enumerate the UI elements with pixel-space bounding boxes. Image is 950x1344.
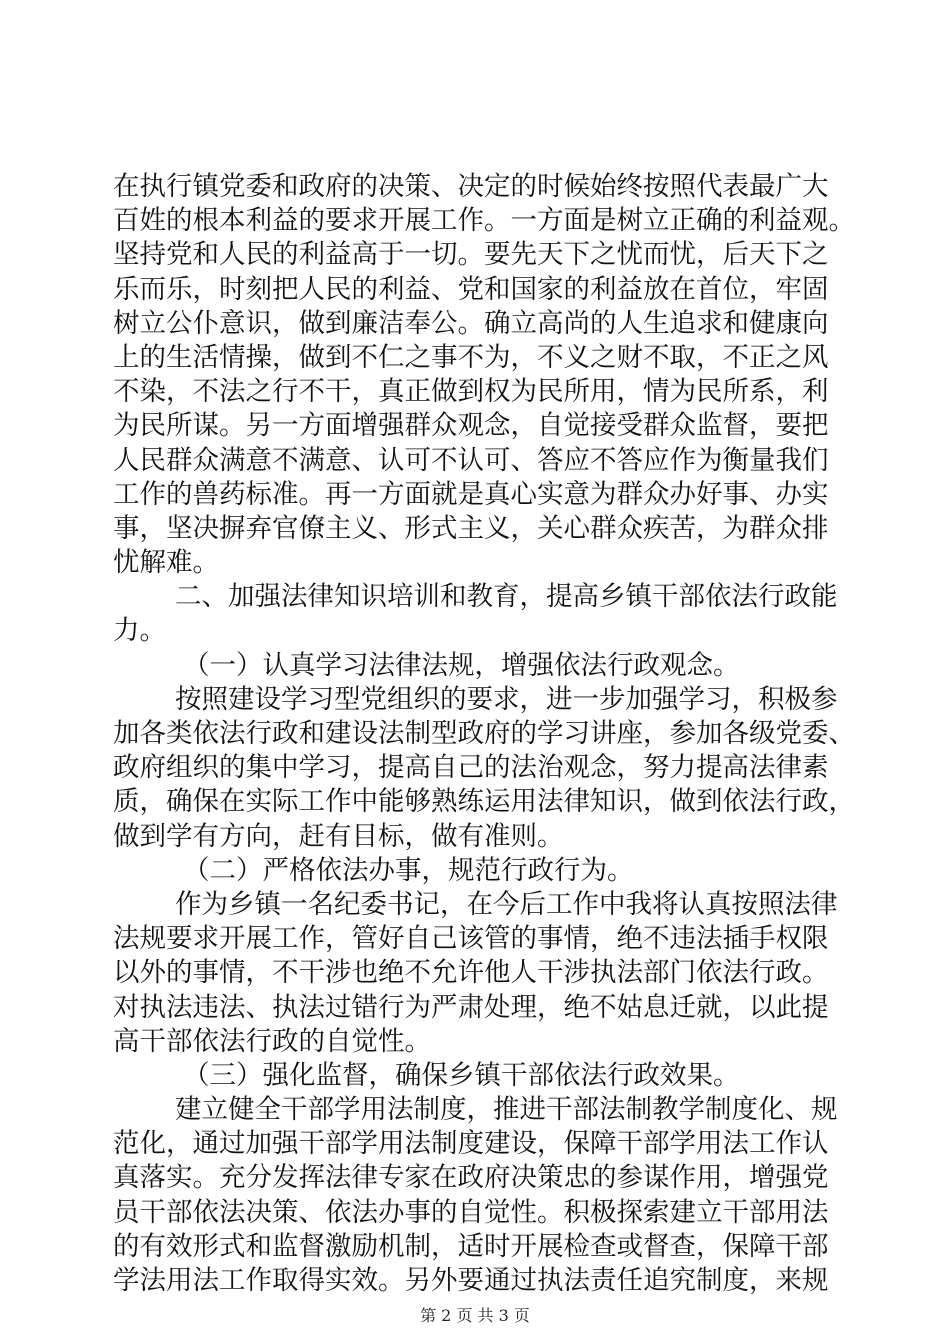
text-line: 质，确保在实际工作中能够熟练运用法律知识，做到依法行政， bbox=[113, 786, 855, 818]
subsection-heading: （三）强化监督，确保乡镇干部依法行政效果。 bbox=[183, 1059, 740, 1091]
page-number-footer: 第 2 页 共 3 页 bbox=[420, 1306, 530, 1325]
paragraph-start: 作为乡镇一名纪委书记，在今后工作中我将认真按照法律 bbox=[175, 888, 838, 920]
text-line: 员干部依法决策、依法办事的自觉性。积极探索建立干部用法 bbox=[113, 1196, 829, 1228]
text-line: 在执行镇党委和政府的决策、决定的时候始终按照代表最广大 bbox=[113, 171, 829, 202]
text-line: 对执法违法、执法过错行为严肃处理，绝不姑息迁就，以此提 bbox=[113, 991, 829, 1023]
text-line: 加各类依法行政和建设法制型政府的学习讲座，参加各级党委、 bbox=[113, 718, 855, 749]
text-line: 上的生活情操，做到不仁之事不为，不义之财不取，不正之风 bbox=[113, 341, 829, 373]
text-line: 人民群众满意不满意、认可不认可、答应不答应作为衡量我们 bbox=[113, 444, 829, 476]
paragraph-start: 按照建设学习型党组织的要求，进一步加强学习，积极参 bbox=[175, 683, 838, 715]
text-line: 的有效形式和监督激励机制，适时开展检查或督查，保障干部 bbox=[113, 1230, 829, 1262]
text-line: 不染，不法之行不干，真正做到权为民所用，情为民所系，利 bbox=[113, 376, 829, 408]
text-line: 政府组织的集中学习，提高自己的法治观念，努力提高法律素 bbox=[113, 752, 829, 784]
subsection-heading: （一）认真学习法律法规，增强依法行政观念。 bbox=[183, 649, 740, 681]
subsection-heading: （二）严格依法办事，规范行政行为。 bbox=[183, 854, 634, 886]
text-line: 乐而乐，时刻把人民的利益、党和国家的利益放在首位，牢固 bbox=[113, 273, 829, 305]
text-line: 高干部依法行政的自觉性。 bbox=[113, 1025, 431, 1057]
text-line: 真落实。充分发挥法律专家在政府决策忠的参谋作用，增强党 bbox=[113, 1162, 829, 1194]
text-line: 为民所谋。另一方面增强群众观念，自觉接受群众监督，要把 bbox=[113, 410, 829, 442]
text-line: 范化，通过加强干部学用法制度建设，保障干部学用法工作认 bbox=[113, 1128, 829, 1160]
text-line: 工作的兽药标准。再一方面就是真心实意为群众办好事、办实 bbox=[113, 478, 829, 510]
text-line: 做到学有方向，赶有目标，做有准则。 bbox=[113, 820, 564, 852]
paragraph-start: 建立健全干部学用法制度，推进干部法制教学制度化、规 bbox=[175, 1094, 838, 1126]
section-heading: 二、加强法律知识培训和教育，提高乡镇干部依法行政能 bbox=[175, 581, 838, 613]
document-body bbox=[113, 170, 855, 1298]
text-line: 事，坚决摒弃官僚主义、形式主义，关心群众疾苦，为群众排 bbox=[113, 512, 829, 544]
text-line: 力。 bbox=[113, 615, 166, 647]
text-line: 百姓的根本利益的要求开展工作。一方面是树立正确的利益观。 bbox=[113, 205, 855, 237]
text-line: 以外的事情，不干涉也绝不允许他人干涉执法部门依法行政。 bbox=[113, 957, 829, 989]
text-line: 学法用法工作取得实效。另外要通过执法责任追究制度，来规 bbox=[113, 1265, 829, 1296]
text-line: 忧解难。 bbox=[113, 547, 219, 579]
text-line: 坚持党和人民的利益高于一切。要先天下之忧而忧，后天下之 bbox=[113, 239, 829, 271]
text-line: 树立公仆意识，做到廉洁奉公。确立高尚的人生追求和健康向 bbox=[113, 307, 829, 339]
text-line: 法规要求开展工作，管好自己该管的事情，绝不违法插手权限 bbox=[113, 923, 829, 955]
